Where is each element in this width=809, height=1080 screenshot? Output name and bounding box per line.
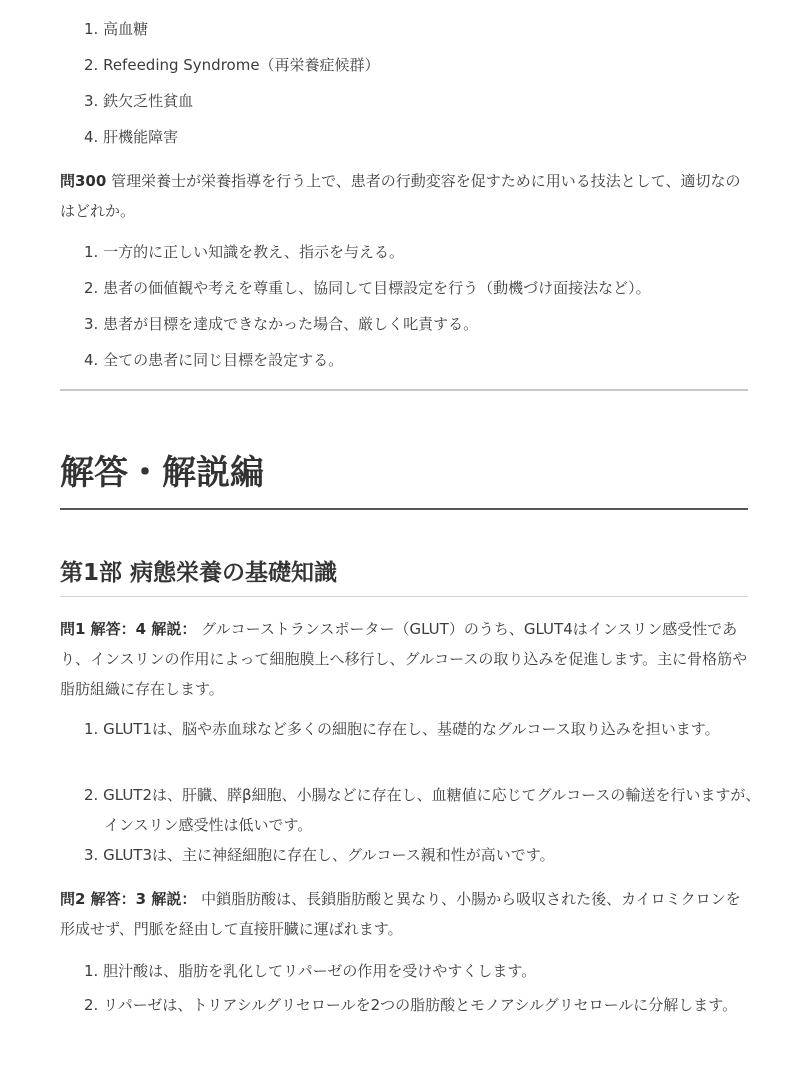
q299-option-3: 3. 鉄欠乏性貧血 [84, 92, 194, 110]
answer-2-item-2: 2. リパーゼは、トリアシルグリセロールを2つの脂肪酸とモノアシルグリセロールに分解します。 [84, 996, 738, 1014]
answer-2-item-1: 1. 胆汁酸は、脂肪を乳化してリパーゼの作用を受けやすくします。 [84, 962, 537, 980]
q299-option-4: 4. 肝機能障害 [84, 128, 179, 146]
q300-option-1: 1. 一方的に正しい知識を教え、指示を与える。 [84, 243, 404, 261]
part-title: 第1部 病態栄養の基礎知識 [60, 560, 338, 586]
answer-2-text: 中鎖脂肪酸は、長鎖脂肪酸と異なり、小腸から吸収された後、カイロミクロンを形成せず、門脈を経由して直接肝臓に運ばれます。 [60, 890, 741, 938]
answer-2-label: 問2 解答：3 解説： [60, 890, 197, 908]
q299-option-2: 2. Refeeding Syndrome（再栄養症候群） [84, 56, 380, 74]
q300-option-3: 3. 患者が目標を達成できなかった場合、厳しく叱責する。 [84, 315, 479, 333]
q300-option-2: 2. 患者の価値観や考えを尊重し、協同して目標設定を行う（動機づけ面接法など）。 [84, 279, 651, 297]
answer-1-item-3: 3. GLUT3は、主に神経細胞に存在し、グルコース親和性が高いです。 [84, 846, 555, 864]
section-title: 解答・解説編 [60, 453, 264, 493]
q300-label: 問300 [60, 172, 107, 190]
answer-1-text: グルコーストランスポーター（GLUT）のうち、GLUT4はインスリン感受性であり、インスリンの作用によって細胞膜上へ移行し、グルコースの取り込みを促進します。主に骨格筋や脂肪組織に存在します。 [60, 620, 748, 698]
answer-1-item-1: 1. GLUT1は、脳や赤血球など多くの細胞に存在し、基礎的なグルコース取り込みを担います。 [84, 720, 720, 738]
section-title-underline [60, 508, 748, 510]
answer-1-item-2: 2. GLUT2は、肝臓、膵β細胞、小腸などに存在し、血糖値に応じてグルコースの輸送を行いますが、インスリン感受性は低いです。 [84, 786, 761, 834]
answer-2 [60, 884, 750, 944]
part-title-underline [60, 596, 748, 597]
q300-option-4: 4. 全ての患者に同じ目標を設定する。 [84, 351, 344, 369]
q300-question [60, 166, 750, 226]
answer-1 [60, 614, 750, 704]
section-divider [60, 389, 748, 391]
q300-text: 管理栄養士が栄養指導を行う上で、患者の行動変容を促すために用いる技法として、適切なのはどれか。 [60, 172, 741, 220]
q299-option-1: 1. 高血糖 [84, 20, 149, 38]
answer-1-label: 問1 解答：4 解説： [60, 620, 197, 638]
